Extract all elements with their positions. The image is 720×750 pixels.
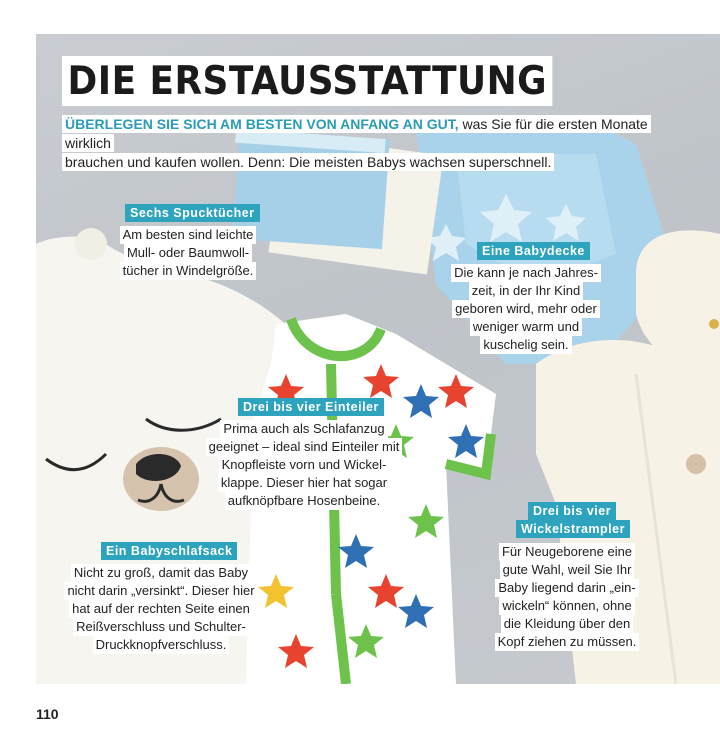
text-line: Am besten sind leichte [120, 226, 257, 244]
label-einteiler: Drei bis vier Einteiler [238, 398, 384, 416]
intro-rest: was Sie für die ersten Monate wirklich [65, 116, 648, 151]
intro-line-2: brauchen und kaufen wollen. Denn: Die meisten Babys wachsen superschnell. [62, 153, 554, 171]
text-line: kuschelig sein. [480, 336, 571, 354]
text-line: Knopfleiste vorn und Wickel- [219, 456, 390, 474]
text-line: weniger warm und [470, 318, 582, 336]
text-line: aufknöpfbare Hosenbeine. [225, 492, 384, 510]
text-line: klappe. Dieser hier hat sogar [218, 474, 390, 492]
text-line: Die kann je nach Jahres- [451, 264, 601, 282]
text-line: Reißverschluss und Schulter- [73, 618, 249, 636]
text-line: geboren wird, mehr oder [452, 300, 600, 318]
page-number: 110 [36, 706, 59, 722]
intro-line-1 [62, 115, 651, 152]
text-line: wickeln“ können, ohne [499, 597, 634, 615]
text-wickelstrampler [480, 543, 654, 651]
label-wickelstrampler-2: Wickelstrampler [516, 520, 630, 538]
page-title: DIE ERSTAUSSTATTUNG [62, 56, 553, 106]
label-babydecke: Eine Babydecke [477, 242, 590, 260]
label-wickelstrampler-1: Drei bis vier [528, 502, 616, 520]
text-line: geeignet – ideal sind Einteiler mit [206, 438, 403, 456]
text-spucktuecher [98, 226, 278, 280]
text-line: hat auf der rechten Seite einen [69, 600, 253, 618]
text-line: die Kleidung über den [501, 615, 634, 633]
text-line: tücher in Windelgröße. [120, 262, 257, 280]
text-line: Baby liegend darin „ein- [495, 579, 638, 597]
text-line: gute Wahl, weil Sie Ihr [500, 561, 635, 579]
label-spucktuecher: Sechs Spucktücher [125, 204, 260, 222]
intro-paragraph [62, 115, 672, 172]
text-einteiler [188, 420, 420, 510]
text-babydecke [434, 264, 618, 354]
text-line: nicht darin „versinkt“. Dieser hier [64, 582, 257, 600]
text-line: Prima auch als Schlafanzug [220, 420, 387, 438]
text-line: Druckknopfverschluss. [93, 636, 230, 654]
text-line: Nicht zu groß, damit das Baby [71, 564, 251, 582]
text-line: zeit, in der Ihr Kind [469, 282, 583, 300]
text-line: Kopf ziehen zu müssen. [495, 633, 640, 651]
text-line: Mull- oder Baumwoll- [124, 244, 252, 262]
text-line: Für Neugeborene eine [499, 543, 635, 561]
text-babyschlafsack [50, 564, 272, 654]
label-babyschlafsack: Ein Babyschlafsack [101, 542, 237, 560]
intro-lead: ÜBERLEGEN SIE SICH AM BESTEN VON ANFANG AN GUT, [65, 116, 459, 132]
